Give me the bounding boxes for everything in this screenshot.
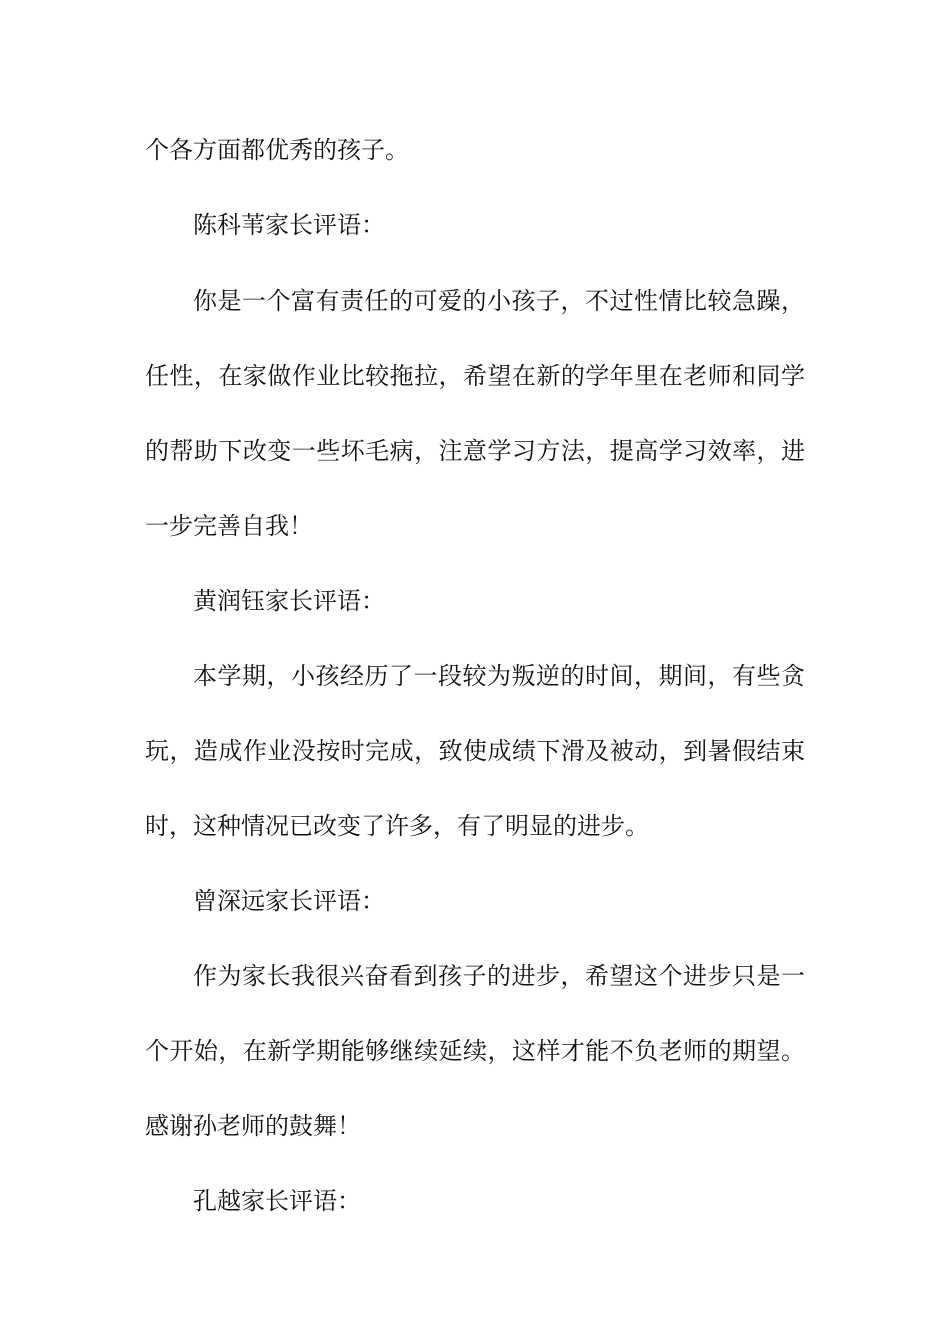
paragraph-line: 时，这种情况已改变了许多，有了明显的进步。: [145, 812, 649, 840]
section-heading: 黄润钰家长评语：: [193, 587, 385, 615]
section-heading: 陈科苇家长评语：: [193, 211, 385, 239]
section-heading: 曾深远家长评语：: [193, 887, 385, 915]
section-heading: 孔越家长评语：: [193, 1187, 361, 1215]
paragraph-line: 个开始，在新学期能够继续延续，这样才能不负老师的期望。: [145, 1037, 805, 1065]
paragraph-line: 你是一个富有责任的可爱的小孩子，不过性情比较急躁，: [193, 287, 805, 315]
paragraph-line: 本学期，小孩经历了一段较为叛逆的时间，期间，有些贪: [193, 662, 805, 690]
paragraph-line: 作为家长我很兴奋看到孩子的进步，希望这个进步只是一: [193, 962, 805, 990]
paragraph-line: 玩，造成作业没按时完成，致使成绩下滑及被动，到暑假结束: [145, 737, 805, 765]
paragraph-line: 一步完善自我！: [145, 512, 313, 540]
paragraph-line: 感谢孙老师的鼓舞！: [145, 1112, 361, 1140]
paragraph-line: 任性，在家做作业比较拖拉，希望在新的学年里在老师和同学: [145, 362, 805, 390]
paragraph-line: 个各方面都优秀的孩子。: [145, 136, 409, 164]
paragraph-line: 的帮助下改变一些坏毛病，注意学习方法，提高学习效率，进: [145, 437, 805, 465]
